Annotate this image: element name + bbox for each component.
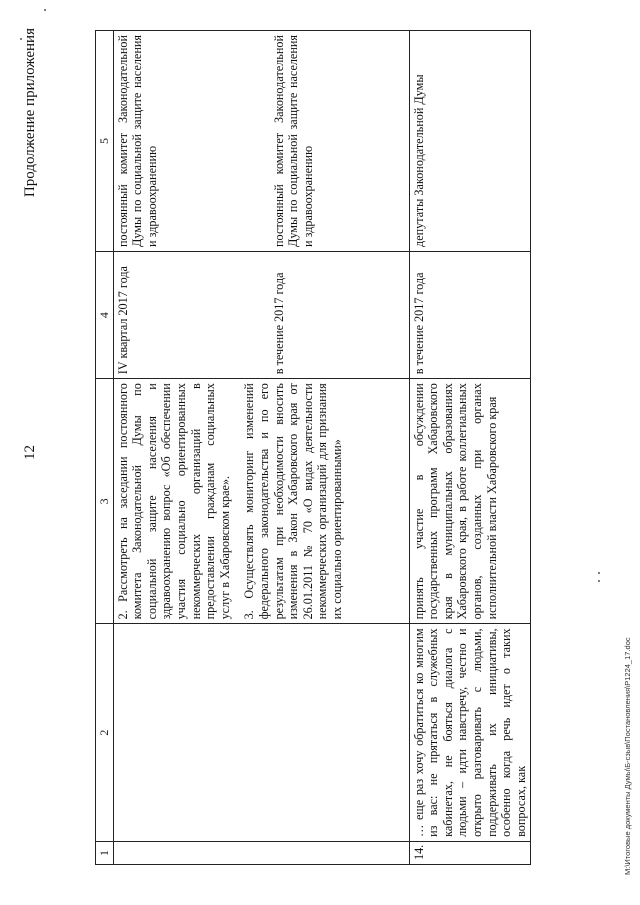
quote-cell: [113, 624, 409, 841]
column-header: 3: [96, 379, 114, 624]
table-row: [113, 31, 409, 865]
measure-item: принять участие в обсуждении государственных программ Хабаровского края в муниципальных образованиях Хабаровского края, в работе коллегиальных органов, созданных при органах исполнительной власти Хабаровского края: [411, 383, 499, 620]
table-header-row: [96, 31, 114, 865]
executor-cell: [409, 31, 531, 252]
appendix-table: [95, 30, 531, 865]
term-cell: [409, 251, 531, 378]
executor-item: постоянный комитет Законодательной Думы по социальной защите населения и здравоохранению: [115, 35, 159, 247]
row-number: [113, 841, 409, 864]
term-item: в течение 2017 года: [411, 272, 426, 375]
executor-item: депутаты Законодательной Думы: [411, 74, 426, 247]
continuation-title: Продолжение приложения: [22, 28, 38, 198]
column-header: 5: [96, 31, 114, 252]
table-row: [409, 31, 531, 865]
page-number: 12: [22, 445, 38, 460]
column-header: 2: [96, 624, 114, 841]
term-item: IV квартал 2017 года: [115, 266, 130, 375]
quote-cell: … еще раз хочу обратиться ко многим из вас: не прятаться в служебных кабинетах, не бояться диалога с людьми – идти навстречу, честно и открыто разговаривать с людьми, поддерживать их инициативы, особенно когда речь идет о таких вопросах, как: [409, 624, 531, 841]
file-path-footer: M:\Итоговые документы Думы\Б-сзыв\Постановления\Р1224_17.doc: [623, 637, 632, 875]
measure-item: 3. Осуществлять мониторинг изменений федерального законодательства и по его результатам при необходимости вносить изменения в Закон Хабаровского края от 26.01.2011 № 70 «О видах деятельности некоммерческих организаций для признания их социально ориентированными»: [242, 383, 344, 620]
measures-cell: [409, 379, 531, 624]
term-cell: [113, 251, 409, 378]
executor-cell: [113, 31, 409, 252]
column-header: 1: [96, 841, 114, 864]
column-header: 4: [96, 251, 114, 378]
term-item: в течение 2017 года: [271, 272, 286, 375]
measures-cell: [113, 379, 409, 624]
measure-item: 2. Рассмотреть на заседании постоянного комитета Законодательной Думы по социальной защите населения и здравоохранению вопрос «Об обеспечении участия социально ориентированных некоммерческих организаций в предоставлении гражданам социальных услуг в Хабаровском крае».: [115, 383, 232, 620]
row-number: 14.: [409, 841, 531, 864]
executor-item: постоянный комитет Законодательной Думы по социальной защите населения и здравоохранению: [271, 35, 315, 247]
